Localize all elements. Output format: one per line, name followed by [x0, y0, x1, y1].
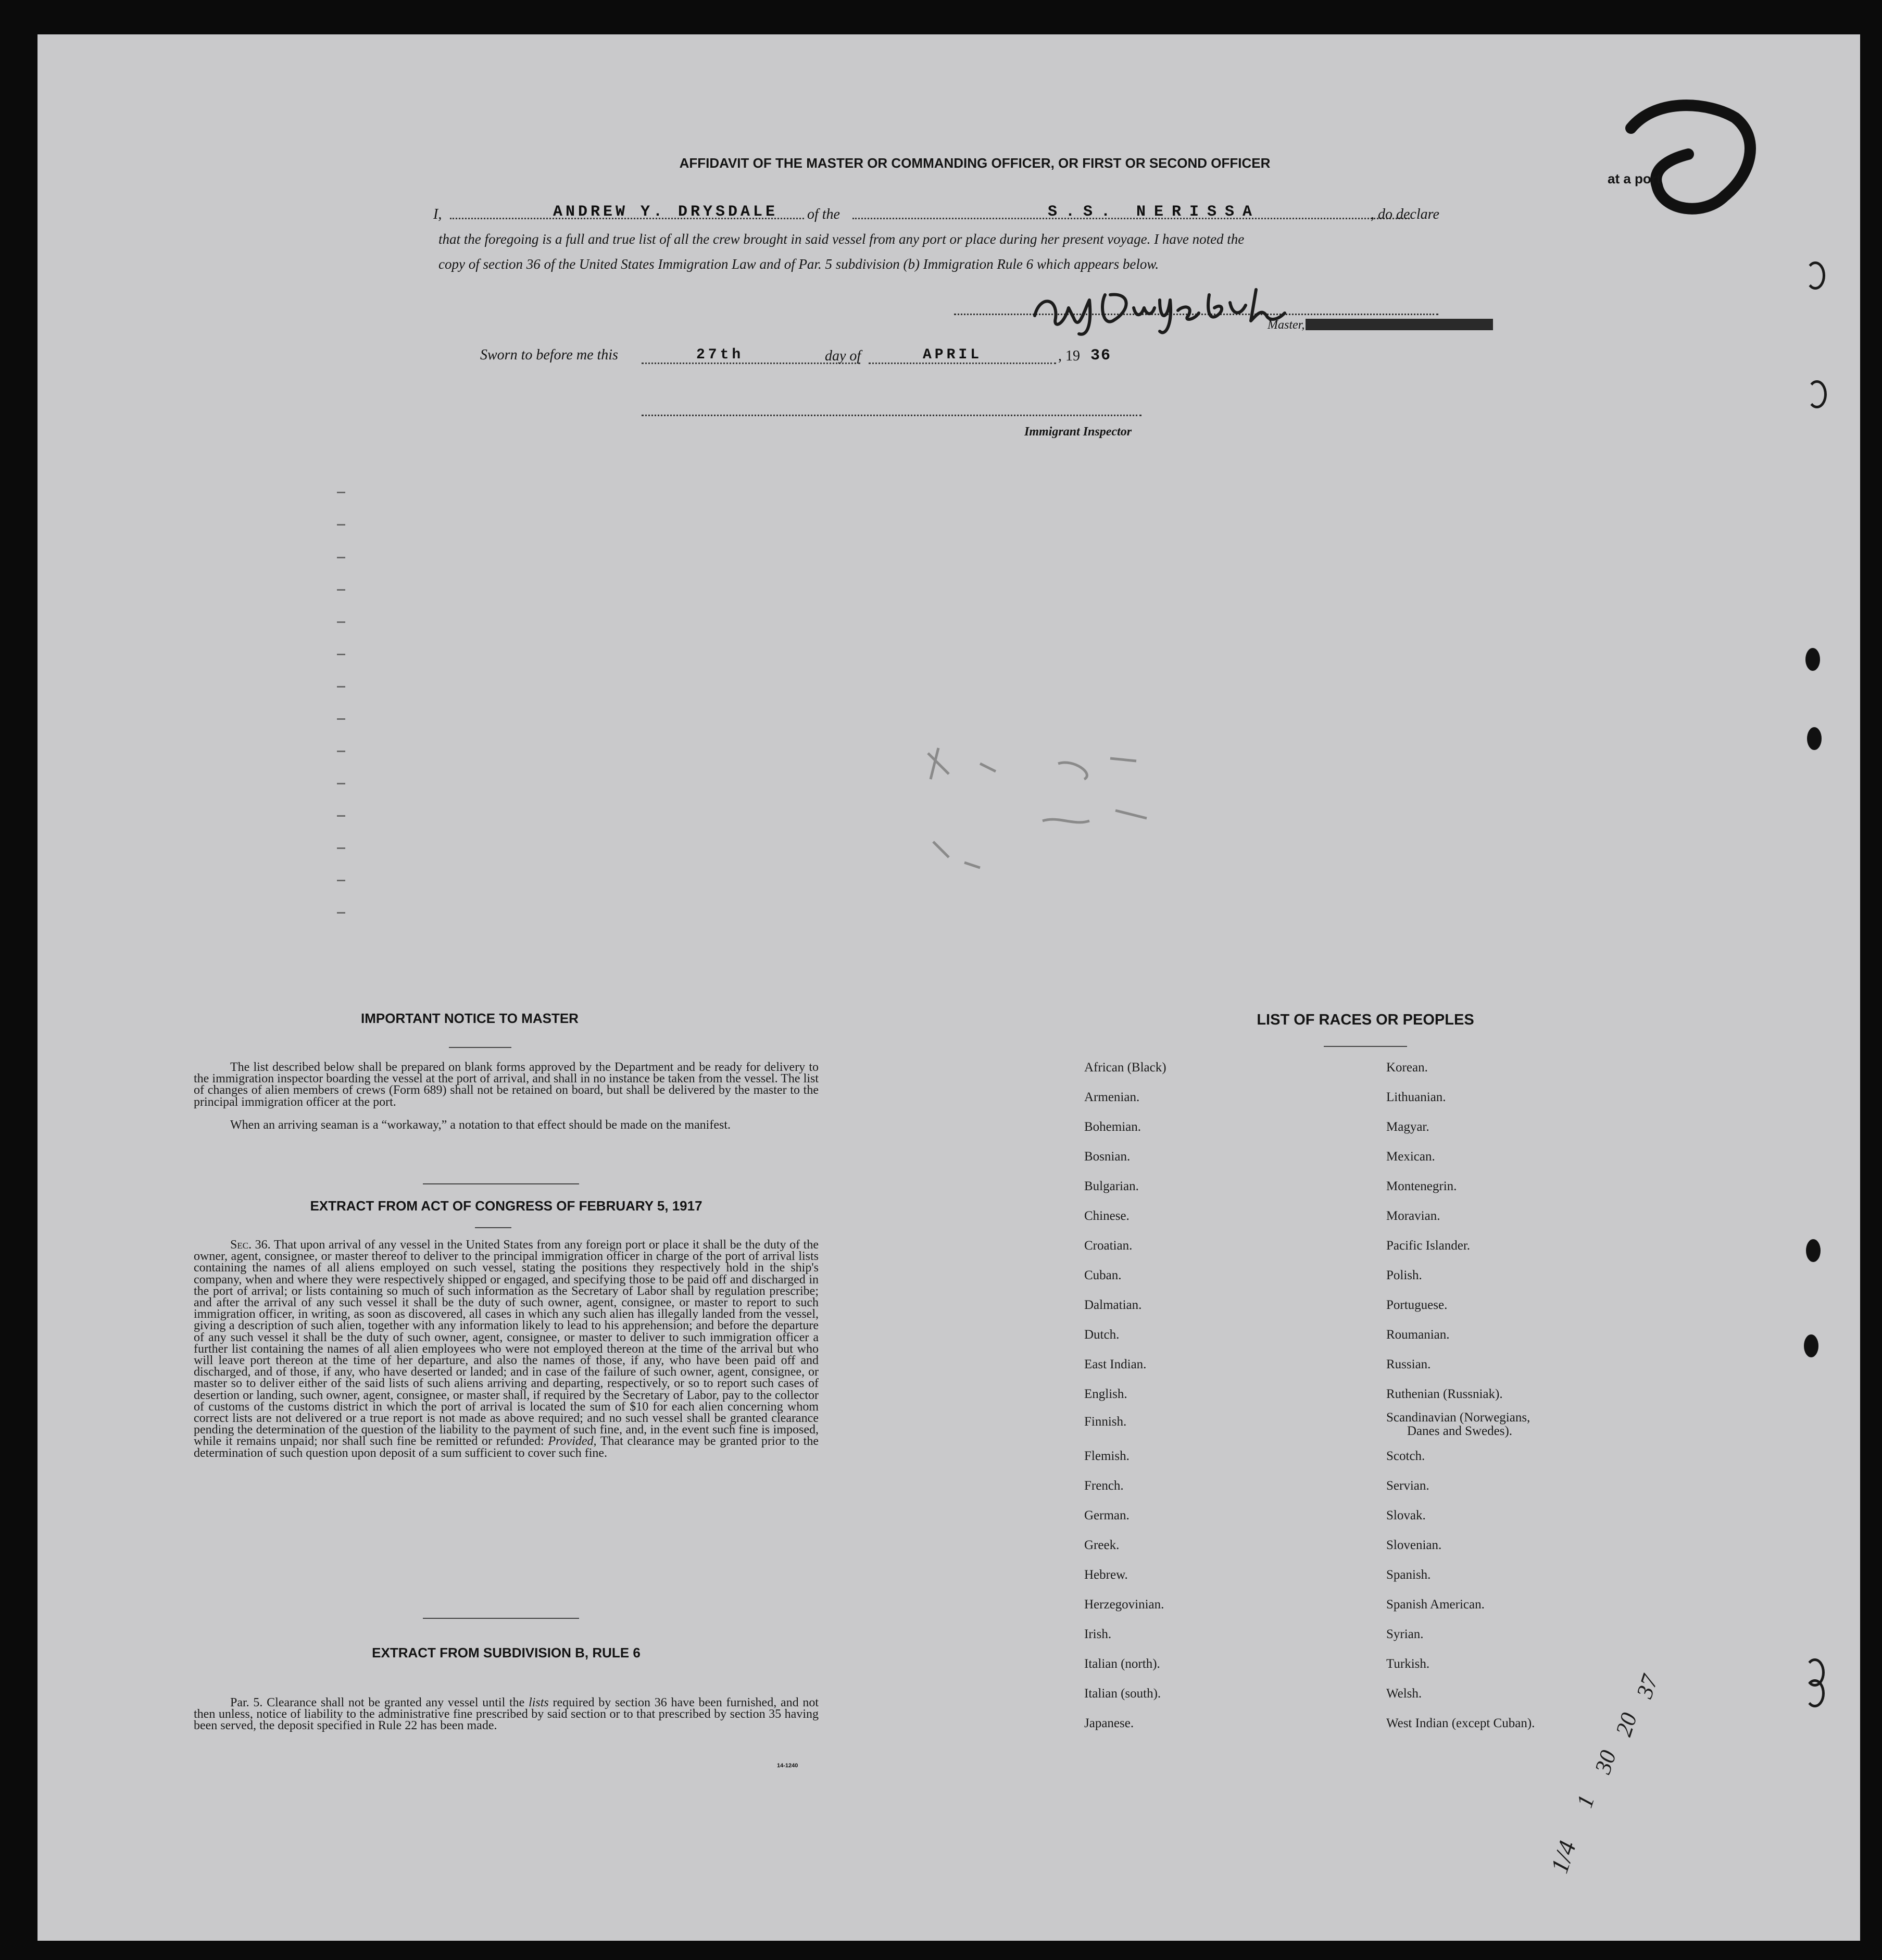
race-item: African (Black): [1084, 1060, 1166, 1075]
race-item: French.: [1084, 1479, 1124, 1493]
race-item: Italian (north).: [1084, 1657, 1160, 1671]
binder-hole: [1807, 380, 1827, 408]
race-item: Herzegovinian.: [1084, 1597, 1164, 1612]
binder-hole: [1805, 1679, 1825, 1707]
race-item: Dalmatian.: [1084, 1298, 1142, 1312]
race-item: English.: [1084, 1387, 1127, 1401]
binder-hole: [1805, 648, 1820, 671]
year-prefix: , 19: [1058, 348, 1080, 364]
handwritten-note: 37: [1631, 1671, 1663, 1702]
margin-tick: [337, 524, 345, 526]
rule-extract-text: [194, 1697, 819, 1732]
do-declare-text: , do declare: [1371, 206, 1439, 222]
notice-paragraph-1: The list described below shall be prepared on blank forms approved by the Department and be ready for delivery to the immigration inspector boarding the vessel at the port of arrival, and shall in no instance be taken from the vessel. The list of changes of alien members of crews (Form 689) shall not be retained on board, but shall be delivered by the master to the principal immigration officer at the port.: [194, 1060, 819, 1109]
notice-paragraph-2: When an arriving seaman is a “workaway,” a notation to that effect should be made on the manifest.: [230, 1118, 731, 1132]
margin-tick: [337, 557, 345, 558]
sworn-label: Sworn to before me this: [480, 347, 618, 363]
race-item: Croatian.: [1084, 1239, 1133, 1253]
vessel-name-field: S.S. NERISSA: [1048, 203, 1261, 221]
race-item: Polish.: [1386, 1268, 1422, 1282]
margin-note: at a port: [1608, 171, 1661, 186]
race-item: Italian (south).: [1084, 1687, 1161, 1701]
rule-extract-title: EXTRACT FROM SUBDIVISION B, RULE 6: [372, 1645, 641, 1661]
race-item: Flemish.: [1084, 1449, 1130, 1463]
race-item: Bosnian.: [1084, 1150, 1131, 1164]
race-item: Hebrew.: [1084, 1568, 1128, 1582]
act-extract-title: EXTRACT FROM ACT OF CONGRESS OF FEBRUARY 5, 1917: [310, 1198, 702, 1214]
margin-tick: [337, 847, 345, 849]
race-item: Russian.: [1386, 1357, 1431, 1371]
section-36-end: That clearance may be granted prior to the determination of such question upon deposit of a sum sufficient to cover such fine.: [194, 1434, 819, 1460]
race-item: Servian.: [1386, 1479, 1429, 1493]
inspector-label: Immigrant Inspector: [1024, 425, 1132, 439]
race-item: Finnish.: [1084, 1415, 1127, 1429]
margin-tick: [337, 912, 345, 914]
year-field: 36: [1090, 347, 1112, 365]
race-item: Turkish.: [1386, 1657, 1430, 1671]
race-item: West Indian (except Cuban).: [1386, 1716, 1535, 1730]
race-item: Armenian.: [1084, 1090, 1140, 1104]
margin-tick: [337, 686, 345, 688]
handwritten-note: 30: [1589, 1747, 1622, 1777]
race-item: Irish.: [1084, 1627, 1112, 1641]
handwritten-note: 20: [1610, 1709, 1642, 1740]
race-item: Bohemian.: [1084, 1120, 1141, 1134]
form-number: 14-1240: [777, 1763, 798, 1769]
margin-tick: [337, 815, 345, 817]
inspector-line: [642, 415, 1141, 416]
race-item: Ruthenian (Russniak).: [1386, 1387, 1503, 1401]
margin-tick: [337, 654, 345, 655]
affidavit-line-3: copy of section 36 of the United States Immigration Law and of Par. 5 subdivision (b) Immigration Rule 6 which appears below.: [438, 256, 1159, 272]
race-item: Japanese.: [1084, 1716, 1134, 1730]
race-item: Danes and Swedes).: [1407, 1424, 1513, 1438]
race-item: Scotch.: [1386, 1449, 1425, 1463]
race-item: Scandinavian (Norwegians,: [1386, 1410, 1530, 1425]
sworn-day-field: 27th: [696, 347, 744, 363]
provided-word: Provided,: [548, 1434, 597, 1449]
race-item: Portuguese.: [1386, 1298, 1448, 1312]
notice-title: IMPORTANT NOTICE TO MASTER: [361, 1010, 579, 1026]
race-item: Dutch.: [1084, 1328, 1120, 1342]
struck-out-text: [1306, 319, 1493, 330]
of-the-label: of the: [807, 206, 840, 222]
lists-word: lists: [529, 1696, 549, 1709]
day-of-label: day of: [825, 348, 861, 364]
race-item: Lithuanian.: [1386, 1090, 1446, 1104]
race-item: Slovenian.: [1386, 1538, 1442, 1552]
race-item: Syrian.: [1386, 1627, 1424, 1641]
faint-stamp-marks: [918, 743, 1209, 930]
section-label: Sec. 36.: [230, 1238, 271, 1252]
race-item: Pacific Islander.: [1386, 1239, 1471, 1253]
affidavit-line-2: that the foregoing is a full and true list of all the crew brought in said vessel from any port or place during her present voyage. I have noted the: [438, 231, 1245, 247]
race-item: Greek.: [1084, 1538, 1120, 1552]
race-item: Bulgarian.: [1084, 1179, 1139, 1193]
race-item: Korean.: [1386, 1060, 1428, 1075]
races-title: LIST OF RACES OR PEOPLES: [1257, 1012, 1474, 1028]
race-item: Chinese.: [1084, 1209, 1130, 1223]
race-item: Spanish American.: [1386, 1597, 1485, 1612]
race-item: Slovak.: [1386, 1508, 1426, 1522]
divider: [475, 1227, 511, 1228]
divider: [1324, 1046, 1407, 1047]
rule-text-b: required by section 36 have been furnished, and not then unless, notice of liability to the administrative fine prescribed by said section or to that prescribed by section 35 having been served, the deposit specified in Rule 22 has been made.: [194, 1696, 819, 1733]
section-36-body: That upon arrival of any vessel in the United States from any foreign port or place it shall be the duty of the owner, agent, consignee, or master thereof to deliver to the principal immigration officer in charge of the port of arrival lists containing the names of all aliens employed on such vessel, stating the positions they respectively hold in the ship's company, when and where they were respectively shipped or engaged, and specifying those to be paid off and discharged in the port of arrival; or lists containing so much of such information as the Secretary of Labor shall by regulation prescribe; and after the arrival of any such vessel it shall be the duty of such owner, agent, consignee, or master to report to such immigration officer, in writing, as soon as discovered, all cases in which any such alien has illegally landed from the vessel, giving a description of such alien, together with any information likely to lead to his apprehension; and before the departure of any such vessel it shall be the duty of such owner, agent, consignee, or master to deliver to such immigration officer a further list containing the names of all alien employees who were not employed thereon at the time of the arrival but who will leave port thereon at the time of her departure, and also the names of those, if any, who have been paid off and discharged, and of those, if any, who have deserted or landed; and in case of the failure of such owner, agent, consignee, or master so to deliver either of the said lists of such aliens arriving and departing, respectively, or so to report such cases of desertion or landing, such owner, agent, consignee, or master shall, if required by the Secretary of Labor, pay to the collector of customs of the customs district in which the port of arrival is located the sum of $10 for each alien concerning whom correct lists are not delivered or a true report is not made as above required; and no such vessel shall be granted clearance pending the determination of the question of the liability to the payment of such fine, and, in the event such fine is imposed, while it remains unpaid; nor shall such fine be remitted or refunded:: [194, 1238, 819, 1449]
binder-hole: [1807, 727, 1822, 750]
handwritten-note: 1: [1571, 1792, 1600, 1811]
margin-tick: [337, 492, 345, 493]
master-label: Master,: [1268, 318, 1305, 332]
binder-hole: [1806, 1239, 1821, 1262]
race-item: Cuban.: [1084, 1268, 1122, 1282]
margin-tick: [337, 880, 345, 881]
affidavit-i-label: I,: [433, 206, 442, 222]
affidavit-title: AFFIDAVIT OF THE MASTER OR COMMANDING OFFICER, OR FIRST OR SECOND OFFICER: [679, 155, 1271, 171]
divider: [423, 1183, 579, 1184]
race-item: German.: [1084, 1508, 1130, 1522]
race-item: Montenegrin.: [1386, 1179, 1457, 1193]
race-item: Magyar.: [1386, 1120, 1429, 1134]
margin-tick: [337, 589, 345, 591]
margin-tick: [337, 621, 345, 623]
margin-tick: [337, 783, 345, 784]
divider: [449, 1047, 511, 1048]
handwritten-note: 1/4: [1545, 1837, 1582, 1877]
margin-tick: [337, 751, 345, 752]
race-item: Welsh.: [1386, 1687, 1422, 1701]
race-item: Mexican.: [1386, 1150, 1435, 1164]
race-item: Moravian.: [1386, 1209, 1440, 1223]
margin-tick: [337, 718, 345, 720]
binder-hole: [1805, 261, 1825, 290]
torn-corner-mark: [1610, 97, 1766, 227]
master-name-field: ANDREW Y. DRYSDALE: [553, 203, 779, 221]
binder-hole: [1804, 1334, 1818, 1357]
manifest-page: [37, 34, 1860, 1941]
divider: [423, 1618, 579, 1619]
sworn-month-field: APRIL: [923, 347, 983, 363]
act-extract-text: [194, 1239, 819, 1459]
race-item: Roumanian.: [1386, 1328, 1450, 1342]
race-item: Spanish.: [1386, 1568, 1431, 1582]
rule-text-a: Par. 5. Clearance shall not be granted any vessel until the: [230, 1696, 525, 1709]
race-item: East Indian.: [1084, 1357, 1147, 1371]
